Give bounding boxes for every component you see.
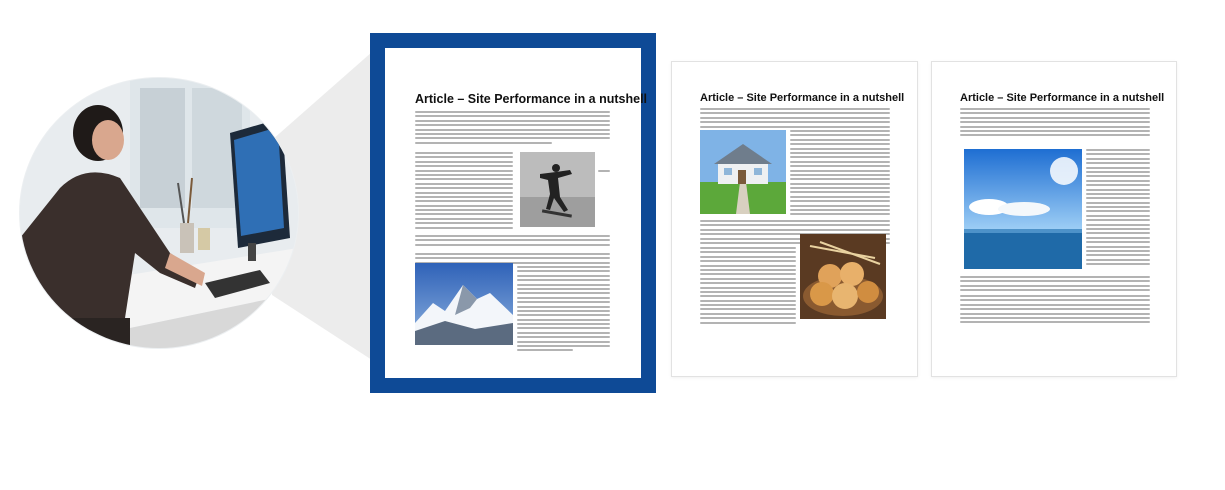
sky-and-sea-image — [964, 149, 1082, 269]
paragraph — [415, 152, 513, 231]
paragraph — [960, 108, 1150, 139]
article-page-3[interactable] — [931, 61, 1177, 377]
skateboarder-image — [520, 152, 595, 227]
featured-article-page[interactable] — [370, 33, 656, 393]
person-photo-circle — [20, 78, 298, 348]
paragraph — [700, 108, 890, 130]
article-page-2[interactable] — [671, 61, 918, 377]
article-title: Article – Site Performance in a nutshell — [700, 92, 905, 104]
paragraph — [700, 247, 796, 326]
paragraph — [415, 235, 610, 248]
paragraph — [598, 170, 610, 174]
snowy-mountain-image — [415, 263, 513, 345]
paragraph — [1086, 149, 1150, 268]
paragraph — [415, 111, 610, 146]
paragraph — [960, 295, 1150, 326]
article-title: Article – Site Performance in a nutshell — [415, 92, 648, 106]
bread-rolls-image — [800, 234, 886, 319]
paragraph — [960, 276, 1150, 294]
house-image — [700, 130, 786, 214]
paragraph — [790, 130, 890, 218]
article-title: Article – Site Performance in a nutshell — [960, 92, 1165, 104]
paragraph — [517, 266, 610, 354]
